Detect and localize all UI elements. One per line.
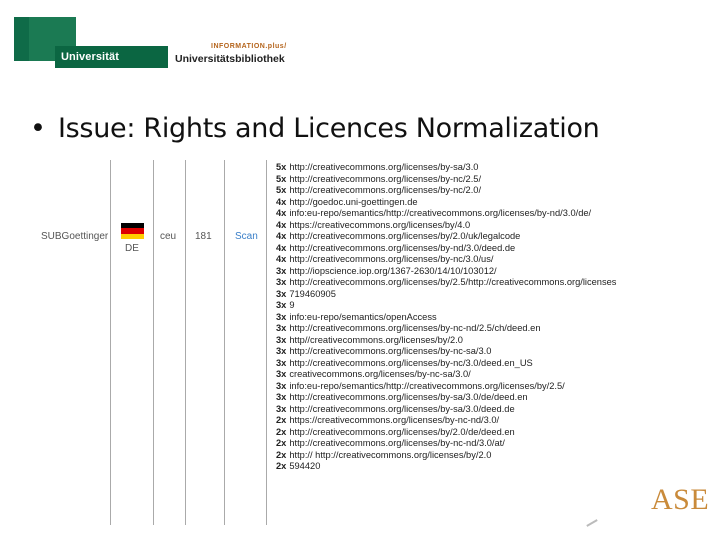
licence-row — [276, 254, 651, 266]
licence-row — [276, 461, 651, 473]
table-divider — [266, 160, 267, 525]
licence-url: http://creativecommons.org/licenses/by/2.0/uk/legalcode — [289, 231, 521, 241]
licence-url: http://creativecommons.org/licenses/by-nc/3.0/deed.en_US — [289, 357, 533, 368]
logo-library-name: Universitätsbibliothek — [175, 53, 285, 65]
licence-url: http//creativecommons.org/licenses/by/2.0 — [289, 334, 463, 345]
licence-count: 4x — [276, 231, 287, 241]
licence-url: http://creativecommons.org/licenses/by-nc/2.5/ — [289, 173, 482, 184]
licence-url: http://creativecommons.org/licenses/by/2.5/http://creativecommons.org/licenses — [289, 277, 617, 287]
licence-count: 4x — [276, 208, 287, 218]
licence-url: info:eu-repo/semantics/http://creativecommons.org/licenses/by-nd/3.0/de/ — [289, 208, 592, 218]
table-divider — [153, 160, 154, 525]
licence-count: 3x — [276, 357, 287, 368]
licence-url: http://creativecommons.org/licenses/by-nc-sa/3.0 — [289, 346, 492, 356]
licence-row — [276, 427, 651, 439]
licence-row — [276, 266, 651, 278]
licence-row — [276, 174, 651, 186]
repo-name: SUBGoettinger — [41, 231, 109, 242]
licence-url: http://creativecommons.org/licenses/by/2.0/de/deed.en — [289, 426, 515, 437]
licence-url: creativecommons.org/licenses/by-nc-sa/3.0/ — [289, 369, 471, 379]
licence-url: http://creativecommons.org/licenses/by-nc-nd/3.0/at/ — [289, 438, 505, 448]
page-title-text: Issue: Rights and Licences Normalization — [58, 113, 600, 144]
table-divider — [224, 160, 225, 525]
licence-url: 9 — [289, 300, 295, 310]
licence-count: 3x — [276, 403, 287, 414]
licence-count: 4x — [276, 219, 287, 230]
repo-country: DE — [125, 243, 139, 254]
licence-url: info:eu-repo/semantics/openAccess — [289, 311, 437, 322]
scan-link[interactable]: Scan — [235, 231, 258, 242]
licence-count: 3x — [276, 323, 287, 333]
licence-count: 3x — [276, 334, 287, 345]
licence-count: 3x — [276, 346, 287, 356]
licence-count: 3x — [276, 369, 287, 379]
licence-row — [276, 369, 651, 381]
licence-count: 2x — [276, 438, 287, 448]
licence-count: 3x — [276, 277, 287, 287]
licence-count: 5x — [276, 185, 287, 195]
licence-row — [276, 231, 651, 243]
licence-row — [276, 300, 651, 312]
licence-row — [276, 185, 651, 197]
licence-url: http://creativecommons.org/licenses/by-sa/3.0/deed.de — [289, 403, 515, 414]
licence-row — [276, 312, 651, 324]
logo-university-name: Universität Bielefeld — [55, 46, 168, 68]
germany-flag-icon — [121, 223, 144, 239]
repo-region: ceu — [160, 231, 177, 242]
licence-url: http://creativecommons.org/licenses/by-nc/3.0/us/ — [289, 254, 494, 264]
licence-count: 2x — [276, 449, 287, 460]
licence-count: 3x — [276, 392, 287, 402]
licence-row — [276, 404, 651, 416]
licence-count: 2x — [276, 461, 287, 471]
licence-count: 4x — [276, 196, 287, 207]
licence-url: http:// http://creativecommons.org/licenses/by/2.0 — [289, 449, 492, 460]
licence-row — [276, 438, 651, 450]
licence-row — [276, 162, 651, 174]
licence-count: 2x — [276, 415, 287, 425]
licence-row — [276, 346, 651, 358]
licence-list — [276, 162, 651, 527]
licence-count: 3x — [276, 265, 287, 276]
licence-count: 3x — [276, 288, 287, 299]
licence-url: http://creativecommons.org/licenses/by-nc/2.0/ — [289, 185, 482, 195]
logo-information-plus: INFORMATION.plus/ — [211, 43, 287, 50]
licence-row — [276, 197, 651, 209]
licence-url: https://creativecommons.org/licenses/by/4.0 — [289, 219, 471, 230]
licence-count: 5x — [276, 173, 287, 184]
ase-watermark: ASE — [651, 483, 710, 516]
licence-row — [276, 277, 651, 289]
licence-count: 5x — [276, 162, 287, 172]
licence-row — [276, 381, 651, 393]
licence-url: http://goedoc.uni-goettingen.de — [289, 196, 418, 207]
licence-row — [276, 208, 651, 220]
licence-row — [276, 358, 651, 370]
licence-count: 4x — [276, 242, 287, 253]
licence-url: http://creativecommons.org/licenses/by-sa/3.0/de/deed.en — [289, 392, 528, 402]
licence-row — [276, 335, 651, 347]
table-divider — [110, 160, 111, 525]
licence-url: http://creativecommons.org/licenses/by-sa/3.0 — [289, 162, 479, 172]
licence-count: 4x — [276, 254, 287, 264]
licence-url: info:eu-repo/semantics/http://creativecommons.org/licenses/by/2.5/ — [289, 380, 565, 391]
licence-row — [276, 220, 651, 232]
licence-url: https://creativecommons.org/licenses/by-nc-nd/3.0/ — [289, 415, 500, 425]
licence-row — [276, 392, 651, 404]
licence-row — [276, 450, 651, 462]
repo-count: 181 — [195, 231, 212, 242]
licence-count: 3x — [276, 311, 287, 322]
licence-url: http://creativecommons.org/licenses/by-nc-nd/2.5/ch/deed.en — [289, 323, 541, 333]
licence-row — [276, 289, 651, 301]
licence-url: 594420 — [289, 461, 321, 471]
licence-url: http://creativecommons.org/licenses/by-nd/3.0/deed.de — [289, 242, 516, 253]
page-title — [30, 113, 599, 144]
table-divider — [185, 160, 186, 525]
licence-url: http://iopscience.iop.org/1367-2630/14/10/103012/ — [289, 265, 497, 276]
licence-count: 3x — [276, 380, 287, 391]
licence-row — [276, 243, 651, 255]
licence-count: 3x — [276, 300, 287, 310]
licence-row — [276, 323, 651, 335]
licence-row — [276, 415, 651, 427]
licence-count: 2x — [276, 426, 287, 437]
licence-url: 719460905 — [289, 288, 336, 299]
bullet-icon: • — [30, 113, 46, 144]
